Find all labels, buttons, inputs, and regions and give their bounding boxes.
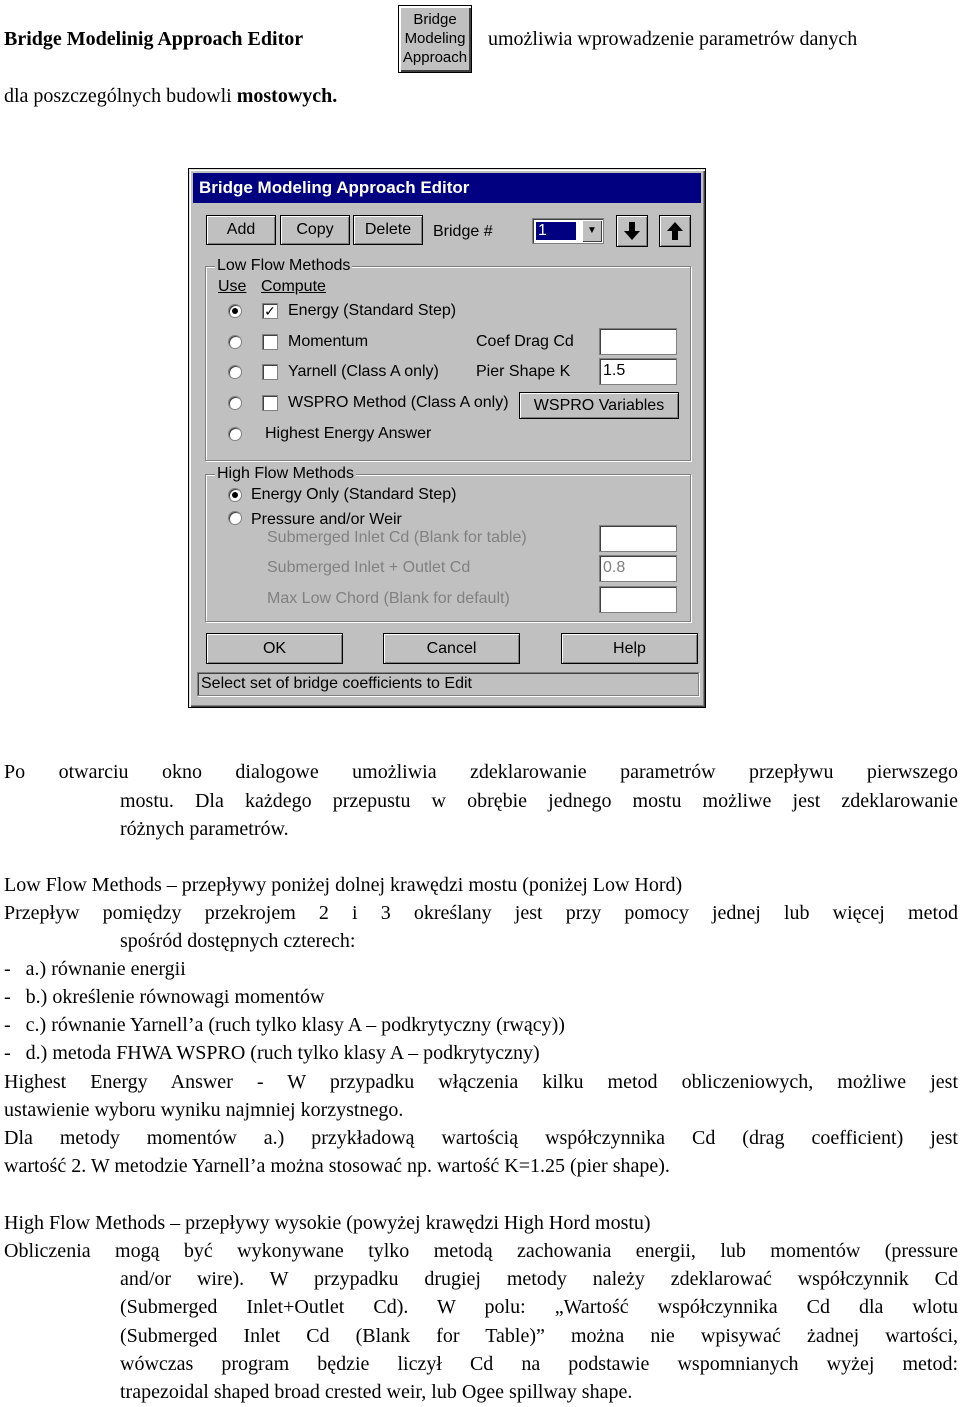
bridge-editor-dialog (188, 168, 706, 708)
pressure-weir-label: Pressure and/or Weir (251, 511, 402, 528)
dialog-title: Bridge Modeling Approach Editor (193, 173, 701, 203)
sub-inlet-outlet-input[interactable]: 0.8 (599, 555, 677, 582)
paragraph-line: trapezoidal shaped broad crested weir, lub Ogee spillway shape. (120, 1381, 633, 1403)
use-yarnell-radio[interactable] (228, 365, 242, 379)
paragraph-line: (Submerged Inlet Cd (Blank for Table)” można nie wpisywać żadnej wartości, (120, 1325, 958, 1347)
bridge-number-select[interactable] (532, 218, 604, 244)
use-energy-radio[interactable] (228, 304, 242, 318)
paragraph-line: Po otwarciu okno dialogowe umożliwia zdeklarowanie parametrów przepływu pierwszego (4, 761, 958, 783)
wspro-variables-button[interactable]: WSPRO Variables (519, 392, 679, 419)
sub-inlet-input[interactable] (599, 525, 677, 552)
wspro-label: WSPRO Method (Class A only) (288, 394, 509, 411)
paragraph-line: spośród dostępnych czterech: (120, 930, 356, 952)
arrow-down-icon (617, 216, 647, 246)
high-flow-group-title: High Flow Methods (217, 465, 354, 482)
intro-text-plain: dla poszczególnych budowli (4, 85, 237, 107)
list-item: - b.) określenie równowagi momentów (4, 986, 325, 1008)
paragraph-line: różnych parametrów. (120, 818, 289, 840)
list-item: - d.) metoda FHWA WSPRO (ruch tylko klasy A – podkrytyczny) (4, 1042, 540, 1064)
icon-label-line: Modeling (404, 30, 466, 47)
paragraph-line: and/or wire). W przypadku drugiej metody należy zdeklarować współczynnik Cd (120, 1268, 958, 1290)
use-momentum-radio[interactable] (228, 335, 242, 349)
status-bar: Select set of bridge coefficients to Edit (197, 672, 699, 696)
icon-label-line: Approach (402, 49, 468, 66)
pressure-weir-radio[interactable] (228, 511, 242, 525)
paragraph-line: wówczas program będzie liczył Cd na podstawie wspomnianych wyżej metod: (120, 1353, 958, 1375)
sub-inlet-label: Submerged Inlet Cd (Blank for table) (267, 529, 527, 546)
help-button[interactable]: Help (561, 633, 698, 664)
energy-only-radio[interactable] (228, 488, 242, 502)
move-up-button[interactable] (659, 215, 691, 247)
copy-button[interactable]: Copy (280, 215, 350, 245)
icon-label-line: Bridge (413, 11, 457, 28)
paragraph-line: Obliczenia mogą być wykonywane tylko metodą zachowania energii, lub momentów (pressure (4, 1240, 958, 1262)
yarnell-label: Yarnell (Class A only) (288, 363, 439, 380)
coef-drag-label: Coef Drag Cd (476, 333, 574, 350)
bridge-modeling-approach-icon (398, 5, 472, 73)
paragraph-line: Dla metody momentów a.) przykładową wartością współczynnika Cd (drag coefficient) jest (4, 1127, 958, 1149)
energy-label: Energy (Standard Step) (288, 302, 457, 319)
momentum-label: Momentum (288, 333, 369, 350)
cancel-button[interactable]: Cancel (383, 633, 520, 664)
compute-yarnell-checkbox[interactable] (262, 364, 278, 380)
low-flow-group-title: Low Flow Methods (217, 257, 351, 274)
intro-title: Bridge Modelinig Approach Editor (4, 28, 304, 50)
paragraph-line: Highest Energy Answer - W przypadku włączenia kilku metod obliczeniowych, możliwe jest (4, 1071, 958, 1093)
compute-column-header: Compute (261, 278, 326, 295)
ok-button[interactable]: OK (206, 633, 343, 664)
bridge-number-value: 1 (536, 222, 576, 240)
use-column-header: Use (218, 278, 247, 295)
list-item: - c.) równanie Yarnell’a (ruch tylko klasy A – podkrytyczny (rwący)) (4, 1014, 565, 1036)
paragraph-line: (Submerged Inlet+Outlet Cd). W polu: „Wartość współczynnika Cd dla wlotu (120, 1296, 958, 1318)
compute-momentum-checkbox[interactable] (262, 334, 278, 350)
add-button[interactable]: Add (206, 215, 276, 245)
sub-inlet-outlet-label: Submerged Inlet + Outlet Cd (267, 559, 471, 576)
pier-shape-label: Pier Shape K (476, 363, 571, 380)
highest-energy-label: Highest Energy Answer (265, 425, 432, 442)
arrow-up-icon (660, 216, 690, 246)
paragraph-line: wartość 2. W metodzie Yarnell’a można stosować np. wartość K=1.25 (pier shape). (4, 1155, 670, 1177)
pier-shape-input[interactable]: 1.5 (599, 358, 677, 385)
use-highest-energy-radio[interactable] (228, 427, 242, 441)
compute-wspro-checkbox[interactable] (262, 395, 278, 411)
paragraph-line: High Flow Methods – przepływy wysokie (powyżej krawędzi High Hord mostu) (4, 1212, 651, 1234)
list-item: - a.) równanie energii (4, 958, 186, 980)
use-wspro-radio[interactable] (228, 396, 242, 410)
chevron-down-icon[interactable]: ▼ (582, 220, 602, 242)
max-low-chord-input[interactable] (599, 586, 677, 613)
coef-drag-input[interactable] (599, 328, 677, 355)
compute-energy-checkbox[interactable]: ✓ (262, 303, 278, 319)
paragraph-line: ustawienie wyboru wyniku najmniej korzystnego. (4, 1099, 404, 1121)
energy-only-label: Energy Only (Standard Step) (251, 486, 457, 503)
delete-button[interactable]: Delete (353, 215, 423, 245)
intro-text: umożliwia wprowadzenie parametrów danych (488, 28, 858, 50)
paragraph-line: mostu. Dla każdego przepustu w obrębie jednego mostu możliwe jest zdeklarowanie (120, 790, 958, 812)
paragraph-line: Low Flow Methods – przepływy poniżej dolnej krawędzi mostu (poniżej Low Hord) (4, 874, 683, 896)
intro-text-bold: mostowych. (236, 85, 338, 107)
intro-text-line2 (4, 85, 337, 108)
bridge-number-label: Bridge # (433, 223, 493, 240)
max-low-chord-label: Max Low Chord (Blank for default) (267, 590, 510, 607)
move-down-button[interactable] (616, 215, 648, 247)
paragraph-line: Przepływ pomiędzy przekrojem 2 i 3 określany jest przy pomocy jednej lub więcej metod (4, 902, 958, 924)
